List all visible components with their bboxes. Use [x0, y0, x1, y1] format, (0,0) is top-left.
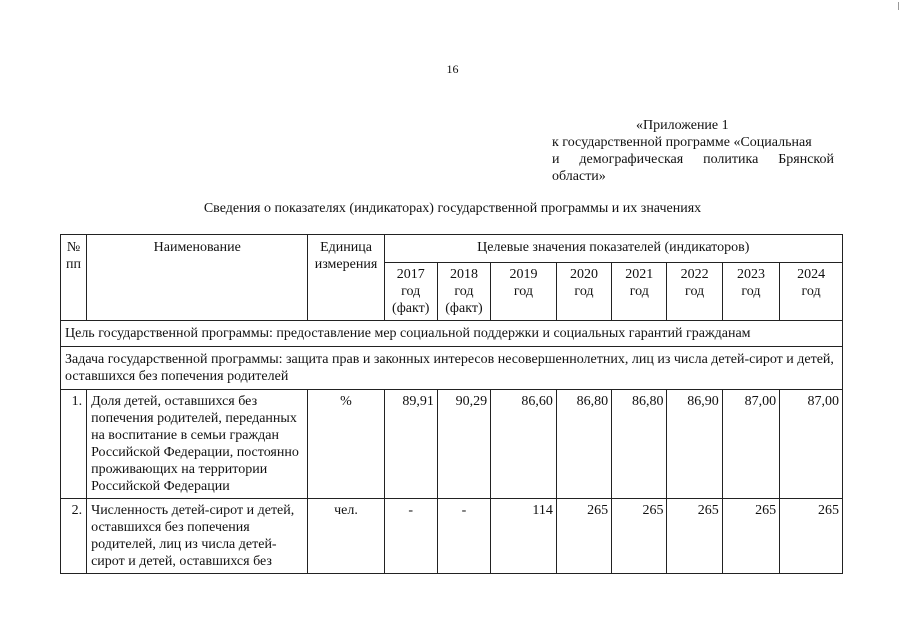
row-value-2020: 86,80 — [556, 390, 611, 499]
row-value-2018: - — [437, 499, 490, 574]
row-value-2022: 265 — [667, 499, 722, 574]
year-2018: 2018 год (факт) — [437, 263, 490, 321]
goal-row — [61, 321, 843, 347]
page-number: 16 — [446, 62, 459, 76]
header-num: № пп — [61, 235, 87, 321]
row-value-2024: 265 — [780, 499, 843, 574]
row-value-2023: 87,00 — [722, 390, 779, 499]
row-value-2017: - — [384, 499, 437, 574]
appendix-line-1: «Приложение 1 — [636, 118, 729, 133]
row-value-2019: 86,60 — [491, 390, 557, 499]
table-row — [61, 390, 843, 499]
header-unit: Единица измерения — [308, 235, 384, 321]
year-2021: 2021 год — [612, 263, 667, 321]
document-title: Сведения о показателях (индикаторах) государственной программы и их значениях — [203, 201, 702, 216]
appendix-line-2: к государственной программе «Социальная — [552, 135, 812, 150]
row-value-2017: 89,91 — [384, 390, 437, 499]
row-value-2021: 86,80 — [612, 390, 667, 499]
program-task: Задача государственной программы: защита прав и законных интересов несовершеннолетних, лиц из числа детей-сирот и детей, оставшихся без попечения родителей — [61, 347, 843, 390]
row-unit: % — [308, 390, 384, 499]
indicators-table — [60, 234, 843, 574]
table-row — [61, 499, 843, 574]
appendix-line-3: и демографическая политика Брянской — [552, 152, 834, 167]
appendix-line-4: области» — [552, 169, 606, 184]
header-targets: Целевые значения показателей (индикаторов) — [384, 235, 842, 263]
year-2019: 2019 год — [491, 263, 557, 321]
task-row — [61, 347, 843, 390]
row-value-2021: 265 — [612, 499, 667, 574]
year-2023: 2023 год — [722, 263, 779, 321]
header-name: Наименование — [87, 235, 308, 321]
row-unit: чел. — [308, 499, 384, 574]
header-row — [61, 235, 843, 263]
row-value-2018: 90,29 — [437, 390, 490, 499]
year-2020: 2020 год — [556, 263, 611, 321]
scan-edge-mark — [898, 2, 899, 10]
appendix-block — [552, 117, 834, 185]
row-value-2024: 87,00 — [780, 390, 843, 499]
year-2024: 2024 год — [780, 263, 843, 321]
row-value-2023: 265 — [722, 499, 779, 574]
row-value-2022: 86,90 — [667, 390, 722, 499]
program-goal: Цель государственной программы: предоставление мер социальной поддержки и социальных гарантий гражданам — [61, 321, 843, 347]
row-name: Численность детей-сирот и детей, оставшихся без попечения родителей, лиц из числа детей-сирот и детей, оставшихся без — [87, 499, 308, 574]
row-value-2020: 265 — [556, 499, 611, 574]
row-number: 2. — [61, 499, 87, 574]
row-name: Доля детей, оставшихся без попечения родителей, переданных на воспитание в семьи граждан Российской Федерации, постоянно проживающих на территории Российской Федерации — [87, 390, 308, 499]
year-2017: 2017 год (факт) — [384, 263, 437, 321]
row-number: 1. — [61, 390, 87, 499]
year-2022: 2022 год — [667, 263, 722, 321]
row-value-2019: 114 — [491, 499, 557, 574]
